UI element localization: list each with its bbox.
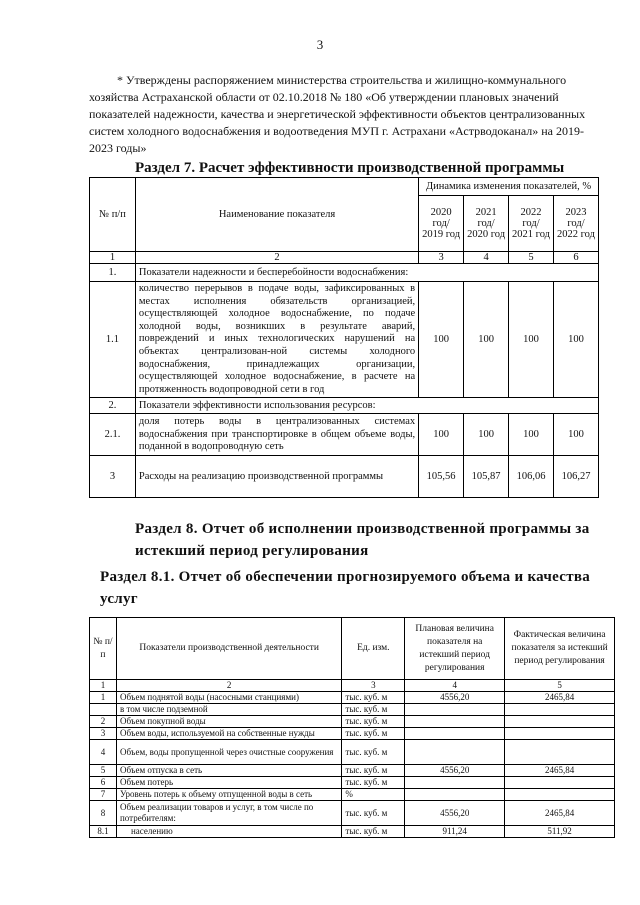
table-row <box>90 728 615 740</box>
table-row <box>90 398 599 414</box>
table-row <box>90 414 599 456</box>
s81-colnum: 4 <box>405 680 505 692</box>
row-name: Объем реализации товаров и услуг, в том числе по потребителям: <box>116 801 341 826</box>
s7-colnum: 4 <box>464 252 509 264</box>
row-unit: тыс. куб. м <box>342 765 405 777</box>
row-num: 5 <box>90 765 117 777</box>
row-name: Объем отпуска в сеть <box>116 765 341 777</box>
row-fact <box>505 728 615 740</box>
s7-year: 2021 год/ 2020 год <box>464 196 509 252</box>
s81-colnum: 2 <box>116 680 341 692</box>
row-fact <box>505 789 615 801</box>
row-name: Показатели надежности и бесперебойности водоснабжения: <box>135 264 598 282</box>
row-value: 100 <box>554 282 599 398</box>
row-fact <box>505 777 615 789</box>
s7-colnum: 2 <box>135 252 418 264</box>
row-name: доля потерь воды в централизованных системах водоснабжения при транспортировке в общем объеме воды, поданной в водопроводную сеть <box>135 414 418 456</box>
s7-colnum: 5 <box>509 252 554 264</box>
table-row <box>90 456 599 498</box>
row-name: Показатели эффективности использования ресурсов: <box>135 398 598 414</box>
row-plan: 4556,20 <box>405 765 505 777</box>
row-value: 100 <box>464 282 509 398</box>
table-row <box>90 789 615 801</box>
footnote: * Утверждены распоряжением министерства строительства и жилищно-коммунального хозяйства Астраханской области от 02.10.2018 № 180 «Об утверждении плановых значений показателей надежности, качества и энергетической эффективности объектов централизованных систем холодного водоснабжения и водоотведения МУП г. Астрахани «Астрводоканал» на 2019-2023 годы» <box>89 73 586 155</box>
row-name: в том числе подземной <box>116 704 341 716</box>
s7-colnum: 1 <box>90 252 136 264</box>
s7-colnum: 6 <box>554 252 599 264</box>
s7-colnum: 3 <box>419 252 464 264</box>
row-plan: 911,24 <box>405 826 505 838</box>
row-unit: тыс. куб. м <box>342 704 405 716</box>
table-row <box>90 801 615 826</box>
row-unit: тыс. куб. м <box>342 777 405 789</box>
s7-year: 2023 год/ 2022 год <box>554 196 599 252</box>
s81-head-name: Показатели производственной деятельности <box>116 618 341 680</box>
row-unit: тыс. куб. м <box>342 740 405 765</box>
s81-colnum: 1 <box>90 680 117 692</box>
table-row <box>90 704 615 716</box>
row-value: 106,06 <box>509 456 554 498</box>
row-unit: тыс. куб. м <box>342 801 405 826</box>
s81-head-unit: Ед. изм. <box>342 618 405 680</box>
section81-title: Раздел 8.1. Отчет об обеспечении прогнозируемого объема и качества услуг <box>100 569 591 607</box>
row-num: 1.1 <box>90 282 136 398</box>
row-name: Объем воды, используемой на собственные нужды <box>116 728 341 740</box>
row-fact <box>505 740 615 765</box>
row-plan <box>405 777 505 789</box>
row-name: Расходы на реализацию производственной программы <box>135 456 418 498</box>
s7-head-dyn: Динамика изменения показателей, % <box>419 178 599 196</box>
row-name: количество перерывов в подаче воды, зафиксированных в местах исполнения обязательств организацией, осуществляющей холодное водоснабжение, по подаче холодной воды, возникших в результате аварий, повреждений и иных технологических нарушений на объектах централизован-ной системы холодного водоснабжения, принадлежащих организации, осуществляющей холодное водоснабжение, в расчете на протяженность водопроводной сети в год <box>135 282 418 398</box>
table-row <box>90 740 615 765</box>
row-value: 106,27 <box>554 456 599 498</box>
table-row <box>90 282 599 398</box>
row-name: Объем, воды пропущенной через очистные сооружения <box>116 740 341 765</box>
row-unit: тыс. куб. м <box>342 728 405 740</box>
row-plan <box>405 704 505 716</box>
row-plan <box>405 728 505 740</box>
row-unit: тыс. куб. м <box>342 716 405 728</box>
row-fact: 2465,84 <box>505 801 615 826</box>
row-num: 2.1. <box>90 414 136 456</box>
table-row <box>90 765 615 777</box>
row-unit: тыс. куб. м <box>342 826 405 838</box>
row-value: 100 <box>554 414 599 456</box>
section81-table <box>89 617 615 838</box>
row-num: 7 <box>90 789 117 801</box>
s81-colnum: 5 <box>505 680 615 692</box>
table-row <box>90 692 615 704</box>
s7-head-name: Наименование показателя <box>135 178 418 252</box>
row-plan: 4556,20 <box>405 692 505 704</box>
s81-head-num: № п/п <box>90 618 117 680</box>
row-num <box>90 704 117 716</box>
s81-head-fact: Фактическая величина показателя за истекший период регулирования <box>505 618 615 680</box>
row-value: 100 <box>419 282 464 398</box>
table-row <box>90 716 615 728</box>
section7-title: Раздел 7. Расчет эффективности производственной программы <box>135 160 565 176</box>
page-number: 3 <box>316 37 324 52</box>
table-row <box>90 264 599 282</box>
row-num: 6 <box>90 777 117 789</box>
row-plan <box>405 789 505 801</box>
row-num: 2. <box>90 398 136 414</box>
s7-year: 2022 год/ 2021 год <box>509 196 554 252</box>
row-name: населению <box>116 826 341 838</box>
row-value: 100 <box>509 414 554 456</box>
row-unit: тыс. куб. м <box>342 692 405 704</box>
s7-year: 2020 год/ 2019 год <box>419 196 464 252</box>
row-name: Объем потерь <box>116 777 341 789</box>
row-fact: 2465,84 <box>505 765 615 777</box>
row-plan <box>405 740 505 765</box>
row-fact: 511,92 <box>505 826 615 838</box>
row-num: 3 <box>90 728 117 740</box>
s81-head-plan: Плановая величина показателя на истекший период регулирования <box>405 618 505 680</box>
row-num: 1 <box>90 692 117 704</box>
s81-colnum: 3 <box>342 680 405 692</box>
row-num: 4 <box>90 740 117 765</box>
row-num: 2 <box>90 716 117 728</box>
table-row <box>90 826 615 838</box>
row-name: Объем покупной воды <box>116 716 341 728</box>
row-fact: 2465,84 <box>505 692 615 704</box>
section8-title: Раздел 8. Отчет об исполнении производственной программы за истекший период регулирования <box>135 521 590 559</box>
row-plan <box>405 716 505 728</box>
s7-head-num: № п/п <box>90 178 136 252</box>
row-value: 105,56 <box>419 456 464 498</box>
row-fact <box>505 704 615 716</box>
row-value: 100 <box>509 282 554 398</box>
row-plan: 4556,20 <box>405 801 505 826</box>
row-name: Объем поднятой воды (насосными станциями) <box>116 692 341 704</box>
row-num: 8.1 <box>90 826 117 838</box>
row-unit: % <box>342 789 405 801</box>
row-num: 3 <box>90 456 136 498</box>
row-num: 8 <box>90 801 117 826</box>
row-value: 100 <box>419 414 464 456</box>
section7-table <box>89 177 599 498</box>
row-name: Уровень потерь к объему отпущенной воды в сеть <box>116 789 341 801</box>
table-row <box>90 777 615 789</box>
row-value: 105,87 <box>464 456 509 498</box>
row-value: 100 <box>464 414 509 456</box>
row-fact <box>505 716 615 728</box>
row-num: 1. <box>90 264 136 282</box>
